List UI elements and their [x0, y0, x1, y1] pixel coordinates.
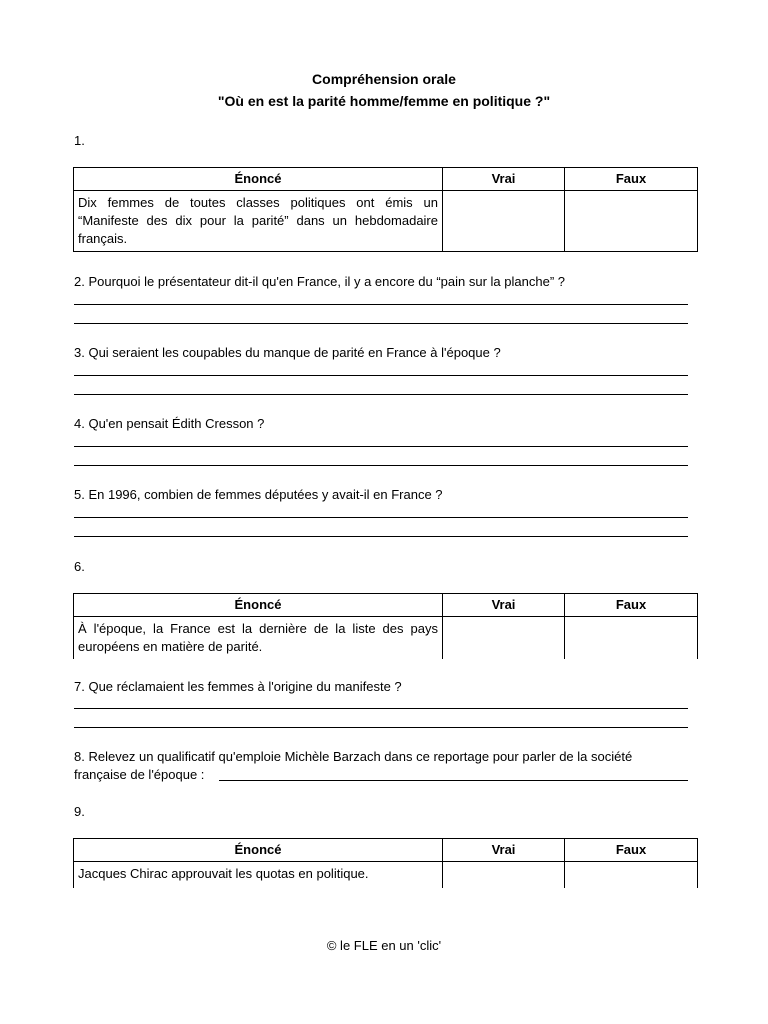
answer-line-5a[interactable] — [74, 517, 688, 518]
answer-line-7b[interactable] — [74, 727, 688, 728]
header-true: Vrai — [443, 839, 565, 862]
question-6-number: 6. — [74, 559, 85, 574]
answer-line-3a[interactable] — [74, 375, 688, 376]
page-title: Compréhension orale — [312, 71, 456, 87]
answer-line-5b[interactable] — [74, 536, 688, 537]
header-true: Vrai — [443, 594, 565, 617]
true-cell-1[interactable] — [443, 191, 565, 252]
question-5: 5. En 1996, combien de femmes députées y avait-il en France ? — [74, 487, 443, 502]
true-false-table-6 — [73, 593, 698, 659]
answer-line-2b[interactable] — [74, 323, 688, 324]
footer-credit: © le FLE en un 'clic' — [326, 938, 442, 953]
true-cell-9[interactable] — [443, 862, 565, 888]
header-statement: Énoncé — [74, 594, 443, 617]
question-3: 3. Qui seraient les coupables du manque de parité en France à l'époque ? — [74, 345, 501, 360]
header-false: Faux — [565, 594, 698, 617]
false-cell-9[interactable] — [565, 862, 698, 888]
statement-9: Jacques Chirac approuvait les quotas en politique. — [74, 862, 443, 888]
answer-line-8[interactable] — [219, 780, 688, 781]
question-7: 7. Que réclamaient les femmes à l'origine du manifeste ? — [74, 679, 402, 694]
header-statement: Énoncé — [74, 168, 443, 191]
statement-1: Dix femmes de toutes classes politiques ont émis un “Manifeste des dix pour la parité” dans un hebdomadaire français. — [74, 191, 443, 252]
header-false: Faux — [565, 839, 698, 862]
answer-line-4b[interactable] — [74, 465, 688, 466]
header-false: Faux — [565, 168, 698, 191]
question-1-number: 1. — [74, 133, 85, 148]
header-statement: Énoncé — [74, 839, 443, 862]
answer-line-4a[interactable] — [74, 446, 688, 447]
answer-line-3b[interactable] — [74, 394, 688, 395]
header-true: Vrai — [443, 168, 565, 191]
question-2: 2. Pourquoi le présentateur dit-il qu'en France, il y a encore du “pain sur la planche” ? — [74, 274, 565, 289]
question-8-line-2: française de l'époque : — [74, 767, 205, 782]
true-cell-6[interactable] — [443, 617, 565, 660]
question-8-line-1: 8. Relevez un qualificatif qu'emploie Michèle Barzach dans ce reportage pour parler de la société — [74, 749, 633, 764]
statement-6: À l'époque, la France est la dernière de la liste des pays européens en matière de parité. — [74, 617, 443, 660]
false-cell-1[interactable] — [565, 191, 698, 252]
answer-line-2a[interactable] — [74, 304, 688, 305]
answer-line-7a[interactable] — [74, 708, 688, 709]
question-9-number: 9. — [74, 804, 85, 819]
true-false-table-1 — [73, 167, 698, 252]
false-cell-6[interactable] — [565, 617, 698, 660]
question-4: 4. Qu'en pensait Édith Cresson ? — [74, 416, 265, 431]
page-subtitle: "Où en est la parité homme/femme en politique ?" — [217, 93, 551, 109]
true-false-table-9 — [73, 838, 698, 888]
